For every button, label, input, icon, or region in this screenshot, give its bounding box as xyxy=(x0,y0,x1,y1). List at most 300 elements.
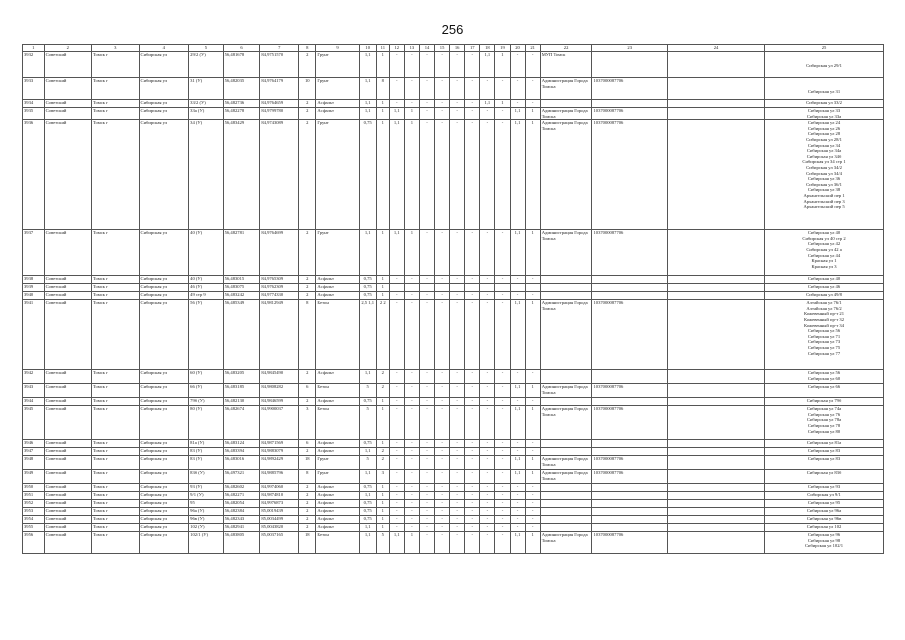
table-cell: - xyxy=(419,276,434,284)
table-cell: - xyxy=(480,300,495,370)
table-cell: 1 xyxy=(376,516,389,524)
table-cell: - xyxy=(465,524,480,532)
table-cell: - xyxy=(435,78,450,100)
table-cell: 79б (У) xyxy=(189,398,224,406)
table-cell: 1,1 xyxy=(510,532,525,554)
table-cell: 2 xyxy=(376,448,389,456)
table-cell: - xyxy=(480,508,495,516)
table-cell: - xyxy=(404,384,419,398)
table-cell: 84,9808282 xyxy=(260,384,299,398)
table-cell: 56,483075 xyxy=(223,284,260,292)
table-cell xyxy=(765,300,884,370)
table-cell xyxy=(592,524,668,532)
table-cell: - xyxy=(480,292,495,300)
table-cell: 9/1 (У) xyxy=(189,492,224,500)
table-cell: - xyxy=(465,448,480,456)
table-cell: 6 xyxy=(299,384,316,398)
column-header: 13 xyxy=(404,45,419,52)
table-cell: МУП Томск xyxy=(540,52,592,78)
table-cell: 1 xyxy=(376,508,389,516)
table-cell: 3937 xyxy=(23,230,45,276)
address-line: Архангельский пер 3 xyxy=(803,198,845,204)
table-cell: - xyxy=(404,406,419,440)
table-cell: 0,75 xyxy=(359,276,376,284)
table-cell xyxy=(765,108,884,120)
table-cell: Асфальт xyxy=(316,100,359,108)
table-cell: - xyxy=(465,440,480,448)
table-cell: - xyxy=(435,292,450,300)
table-cell: - xyxy=(480,516,495,524)
table-cell: 84,9892429 xyxy=(260,456,299,470)
table-cell: - xyxy=(525,524,540,532)
table-cell: Советский xyxy=(44,284,91,292)
address-line: Сибирская ул 73 xyxy=(807,339,841,345)
table-cell: - xyxy=(450,500,465,508)
table-cell: Томск г xyxy=(92,484,139,492)
table-cell: - xyxy=(480,276,495,284)
table-cell xyxy=(667,300,764,370)
table-cell: - xyxy=(465,370,480,384)
table-cell: Томск г xyxy=(92,384,139,398)
table-cell: 1,1 xyxy=(510,406,525,440)
table-cell xyxy=(667,52,764,78)
address-line: Красная ул 1 xyxy=(811,258,837,264)
column-header: 20 xyxy=(510,45,525,52)
table-cell: 84,9774330 xyxy=(260,292,299,300)
table-cell xyxy=(465,284,480,292)
table-cell xyxy=(667,508,764,516)
table-cell: 56,483242 xyxy=(223,292,260,300)
table-cell: - xyxy=(510,370,525,384)
table-cell: 96a (У) xyxy=(189,508,224,516)
table-cell: - xyxy=(389,300,404,370)
table-cell: - xyxy=(480,440,495,448)
column-header: 22 xyxy=(540,45,592,52)
table-cell: - xyxy=(465,470,480,484)
table-cell: 3945 xyxy=(23,406,45,440)
table-cell: 1 xyxy=(376,500,389,508)
table-cell: - xyxy=(435,108,450,120)
table-cell xyxy=(435,284,450,292)
table-cell: 56,483015 xyxy=(223,276,260,284)
table-cell: - xyxy=(450,100,465,108)
table-cell: - xyxy=(465,516,480,524)
table-cell: - xyxy=(450,398,465,406)
table-cell: 1037000087706 xyxy=(592,78,668,100)
address-line: Сибирская ул 24 xyxy=(807,120,841,126)
column-header: 25 xyxy=(765,45,884,52)
table-cell: - xyxy=(450,78,465,100)
table-cell: 1,1 xyxy=(359,492,376,500)
table-cell: - xyxy=(495,532,510,554)
table-cell: 1 xyxy=(376,120,389,230)
table-cell: - xyxy=(465,108,480,120)
address-line: Сибирская ул 34 xyxy=(807,142,841,148)
table-cell xyxy=(765,500,884,508)
address-line: Сибирская ул 36 xyxy=(807,176,841,182)
table-cell: - xyxy=(419,508,434,516)
table-cell: 1,1 xyxy=(359,470,376,484)
table-cell: 102 (У) xyxy=(189,524,224,532)
table-cell: 3942 xyxy=(23,370,45,384)
table-cell: 8 xyxy=(299,470,316,484)
table-cell: - xyxy=(419,120,434,230)
table-cell: 0,75 xyxy=(359,500,376,508)
address-line: Сибирская ул 40 xyxy=(807,276,841,282)
table-cell: 3952 xyxy=(23,500,45,508)
table-cell: - xyxy=(435,448,450,456)
table-cell: - xyxy=(525,100,540,108)
address-line: Кожевенный пр-т 32 xyxy=(804,316,845,322)
table-cell: - xyxy=(419,470,434,484)
table-cell: - xyxy=(495,448,510,456)
table-cell: Бетон xyxy=(316,300,359,370)
table-cell: 56,483394 xyxy=(223,448,260,456)
table-cell: 80 (У) xyxy=(189,406,224,440)
address-line: Сибирская ул 102/1 xyxy=(804,543,844,549)
table-cell: 1037000087706 xyxy=(592,120,668,230)
table-cell: - xyxy=(419,456,434,470)
column-header: 17 xyxy=(465,45,480,52)
table-cell: - xyxy=(404,508,419,516)
table-cell: - xyxy=(404,448,419,456)
table-cell: 56,497321 xyxy=(223,470,260,484)
table-cell: - xyxy=(510,292,525,300)
table-cell xyxy=(510,284,525,292)
table-cell xyxy=(667,120,764,230)
table-cell: 1,1 xyxy=(359,100,376,108)
table-cell: 2 xyxy=(299,500,316,508)
table-cell: 84,9845490 xyxy=(260,370,299,384)
table-cell: Сибирская ул xyxy=(139,276,189,284)
table-row xyxy=(23,516,884,524)
address-line: Сибирская ул 102 xyxy=(806,524,842,530)
table-cell: Советский xyxy=(44,292,91,300)
table-row xyxy=(23,398,884,406)
address-line: Сибирская ул 33/2 xyxy=(806,100,842,105)
table-cell: Асфальт xyxy=(316,524,359,532)
table-cell: Томск г xyxy=(92,230,139,276)
table-cell: 1 xyxy=(376,524,389,532)
table-cell: 1,1 xyxy=(480,52,495,78)
table-cell: - xyxy=(450,448,465,456)
column-header: 5 xyxy=(189,45,224,52)
table-cell: Советский xyxy=(44,470,91,484)
table-cell: - xyxy=(435,516,450,524)
table-cell: - xyxy=(465,78,480,100)
column-header: 21 xyxy=(525,45,540,52)
table-cell: 3948 xyxy=(23,456,45,470)
table-cell: - xyxy=(389,524,404,532)
column-header: 1 xyxy=(23,45,45,52)
table-cell: Советский xyxy=(44,524,91,532)
table-row xyxy=(23,484,884,492)
table-cell: - xyxy=(404,370,419,384)
table-cell: Томск г xyxy=(92,398,139,406)
table-cell: - xyxy=(419,532,434,554)
table-cell: - xyxy=(419,78,434,100)
table-cell: Бетон xyxy=(316,532,359,554)
table-cell: 2,5 1,1 xyxy=(359,300,376,370)
address-line: Сибирская ул 56 xyxy=(807,370,841,376)
address-line: Сибирская ул 79б xyxy=(806,398,842,404)
table-cell: 1,1 xyxy=(389,230,404,276)
address-line: Сибирская ул 80 xyxy=(807,428,841,434)
table-cell: 56,482271 xyxy=(223,492,260,500)
table-cell: - xyxy=(495,456,510,470)
table-cell: Советский xyxy=(44,500,91,508)
table-cell: 56,481678 xyxy=(223,52,260,78)
table-cell: 1,1 xyxy=(359,230,376,276)
table-cell: 1 xyxy=(376,440,389,448)
address-line: Сибирская ул 42 а xyxy=(806,246,842,252)
table-cell: 1037000087706 xyxy=(592,470,668,484)
table-cell: Сибирская ул xyxy=(139,384,189,398)
address-line: Сибирская ул 60 xyxy=(807,375,841,381)
table-cell: - xyxy=(389,440,404,448)
table-cell xyxy=(540,100,592,108)
table-cell: - xyxy=(419,516,434,524)
table-cell: Грунт xyxy=(316,470,359,484)
table-cell: 84,9900037 xyxy=(260,406,299,440)
table-cell xyxy=(765,456,884,470)
table-cell: 93 (У) xyxy=(189,484,224,492)
address-line: Сибирская ул 49/8 xyxy=(806,292,842,298)
table-cell: 85,0037165 xyxy=(260,532,299,554)
table-cell: 0,75 xyxy=(359,292,376,300)
table-cell: Советский xyxy=(44,532,91,554)
table-cell: Асфальт xyxy=(316,398,359,406)
table-cell xyxy=(592,52,668,78)
table-cell: - xyxy=(419,492,434,500)
table-cell: 56,482278 xyxy=(223,108,260,120)
table-cell xyxy=(667,78,764,100)
table-cell xyxy=(667,108,764,120)
table-cell: - xyxy=(435,398,450,406)
table-cell: - xyxy=(465,276,480,284)
table-cell: - xyxy=(435,440,450,448)
table-cell: 84,9976873 xyxy=(260,500,299,508)
table-cell: 1,1 xyxy=(510,384,525,398)
table-cell: 3941 xyxy=(23,300,45,370)
table-cell: - xyxy=(495,108,510,120)
table-cell: - xyxy=(480,492,495,500)
address-line: Сибирская ул 93 xyxy=(807,484,841,490)
address-line: Сибирская ул 96в xyxy=(806,516,842,522)
table-cell: Асфальт xyxy=(316,108,359,120)
table-cell: 56,482736 xyxy=(223,100,260,108)
table-cell: 3 xyxy=(299,406,316,440)
table-cell: 1,1 xyxy=(359,524,376,532)
table-cell: - xyxy=(419,398,434,406)
table-cell xyxy=(495,284,510,292)
table-cell: 1 xyxy=(376,406,389,440)
table-cell: 1 xyxy=(376,52,389,78)
table-cell xyxy=(765,484,884,492)
table-cell: Администрация Города Томска xyxy=(540,120,592,230)
table-cell: - xyxy=(465,406,480,440)
table-cell: - xyxy=(435,484,450,492)
table-cell: Администрация Города Томска xyxy=(540,456,592,470)
table-cell xyxy=(592,484,668,492)
table-cell: Советский xyxy=(44,484,91,492)
table-cell xyxy=(419,284,434,292)
table-cell: 1,1 xyxy=(389,120,404,230)
table-cell: Томск г xyxy=(92,456,139,470)
table-cell: 1,1 xyxy=(480,100,495,108)
table-cell: - xyxy=(435,370,450,384)
table-cell: Советский xyxy=(44,230,91,276)
table-cell: 85,0043820 xyxy=(260,524,299,532)
table-cell: 2 xyxy=(299,292,316,300)
table-cell: Грунт xyxy=(316,78,359,100)
table-row xyxy=(23,470,884,484)
table-cell: Советский xyxy=(44,370,91,384)
table-cell: - xyxy=(510,78,525,100)
table-cell: - xyxy=(495,292,510,300)
table-cell: 1 xyxy=(376,492,389,500)
table-cell: 84,9799780 xyxy=(260,108,299,120)
table-cell: - xyxy=(450,120,465,230)
column-header: 6 xyxy=(223,45,260,52)
table-cell xyxy=(667,406,764,440)
table-cell: Советский xyxy=(44,406,91,440)
table-cell: Советский xyxy=(44,120,91,230)
column-header: 4 xyxy=(139,45,189,52)
table-cell: - xyxy=(480,370,495,384)
table-cell: 1 xyxy=(376,398,389,406)
table-cell: Томск г xyxy=(92,300,139,370)
table-cell: 3947 xyxy=(23,448,45,456)
table-cell: 3944 xyxy=(23,398,45,406)
table-cell: 84,9883079 xyxy=(260,448,299,456)
table-cell: 56,482941 xyxy=(223,524,260,532)
table-cell: Грунт xyxy=(316,120,359,230)
table-cell: - xyxy=(389,384,404,398)
table-cell: - xyxy=(419,384,434,398)
table-cell: 1037000087706 xyxy=(592,384,668,398)
table-cell xyxy=(667,398,764,406)
table-cell: 1 xyxy=(404,120,419,230)
table-cell xyxy=(450,284,465,292)
table-row xyxy=(23,524,884,532)
address-line: Сибирская ул 76 xyxy=(807,411,841,417)
table-cell: 2 xyxy=(299,52,316,78)
table-cell: Сибирская ул xyxy=(139,300,189,370)
table-cell: - xyxy=(495,524,510,532)
table-cell: Сибирская ул xyxy=(139,78,189,100)
table-cell: - xyxy=(435,406,450,440)
column-header: 16 xyxy=(450,45,465,52)
table-cell: 84,9874810 xyxy=(260,492,299,500)
table-cell: 2 xyxy=(299,524,316,532)
table-cell: Томск г xyxy=(92,406,139,440)
table-cell: Томск г xyxy=(92,524,139,532)
table-cell: - xyxy=(419,448,434,456)
page-number: 256 xyxy=(441,22,464,37)
table-cell: Сибирская ул xyxy=(139,470,189,484)
table-cell: - xyxy=(450,492,465,500)
table-cell: - xyxy=(510,52,525,78)
table-cell: 0,75 xyxy=(359,284,376,292)
table-cell xyxy=(667,516,764,524)
table-cell: - xyxy=(435,300,450,370)
table-cell: 1,1 xyxy=(510,456,525,470)
table-cell: Бетон xyxy=(316,384,359,398)
table-cell xyxy=(667,448,764,456)
address-line: Сибирская ул 33а xyxy=(806,113,842,119)
table-cell: - xyxy=(389,406,404,440)
table-cell: 102/1 (У) xyxy=(189,532,224,554)
column-header: 23 xyxy=(592,45,668,52)
table-cell: - xyxy=(450,370,465,384)
table-cell: 8 xyxy=(376,78,389,100)
table-cell: 81a (У) xyxy=(189,440,224,448)
table-cell: - xyxy=(450,276,465,284)
table-cell: Томск г xyxy=(92,532,139,554)
address-line: Сибирская ул 34 стр 1 xyxy=(802,159,846,165)
table-cell: - xyxy=(389,292,404,300)
table-cell: 1 xyxy=(404,108,419,120)
table-cell: - xyxy=(525,440,540,448)
table-cell: - xyxy=(525,516,540,524)
table-cell: 0,75 xyxy=(359,516,376,524)
table-cell: Сибирская ул xyxy=(139,516,189,524)
table-cell xyxy=(765,448,884,456)
table-cell: 3946 xyxy=(23,440,45,448)
address-line: Архангельский пер 1 xyxy=(803,192,845,198)
table-cell xyxy=(540,492,592,500)
table-cell: Томск г xyxy=(92,276,139,284)
table-cell: Асфальт xyxy=(316,500,359,508)
table-cell: Асфальт xyxy=(316,448,359,456)
table-cell: Томск г xyxy=(92,284,139,292)
table-cell: - xyxy=(525,500,540,508)
table-cell: - xyxy=(480,120,495,230)
table-cell: - xyxy=(404,524,419,532)
table-cell: Сибирская ул xyxy=(139,108,189,120)
table-cell: - xyxy=(450,470,465,484)
table-cell: 1 xyxy=(525,120,540,230)
table-cell: 84,9885796 xyxy=(260,470,299,484)
table-cell: - xyxy=(435,508,450,516)
table-cell: - xyxy=(419,500,434,508)
table-cell: 84,9812949 xyxy=(260,300,299,370)
table-cell: Сибирская ул xyxy=(139,292,189,300)
table-cell: 3954 xyxy=(23,516,45,524)
table-cell: - xyxy=(480,484,495,492)
table-cell: - xyxy=(495,508,510,516)
table-cell: Томск г xyxy=(92,52,139,78)
table-cell: 1037000087706 xyxy=(592,406,668,440)
table-cell: 56,482384 xyxy=(223,508,260,516)
table-cell: - xyxy=(480,230,495,276)
table-cell xyxy=(540,276,592,284)
table-cell xyxy=(667,292,764,300)
table-cell: - xyxy=(495,516,510,524)
table-cell: Томск г xyxy=(92,108,139,120)
table-cell xyxy=(592,276,668,284)
table-cell: 1,1 xyxy=(510,300,525,370)
table-cell: 1,1 xyxy=(510,120,525,230)
table-cell: Сибирская ул xyxy=(139,440,189,448)
table-cell: Томск г xyxy=(92,78,139,100)
table-cell: 84,9764179 xyxy=(260,78,299,100)
table-cell xyxy=(480,284,495,292)
table-cell: 84,9974060 xyxy=(260,484,299,492)
column-header: 2 xyxy=(44,45,91,52)
table-cell: 83 (У) xyxy=(189,448,224,456)
